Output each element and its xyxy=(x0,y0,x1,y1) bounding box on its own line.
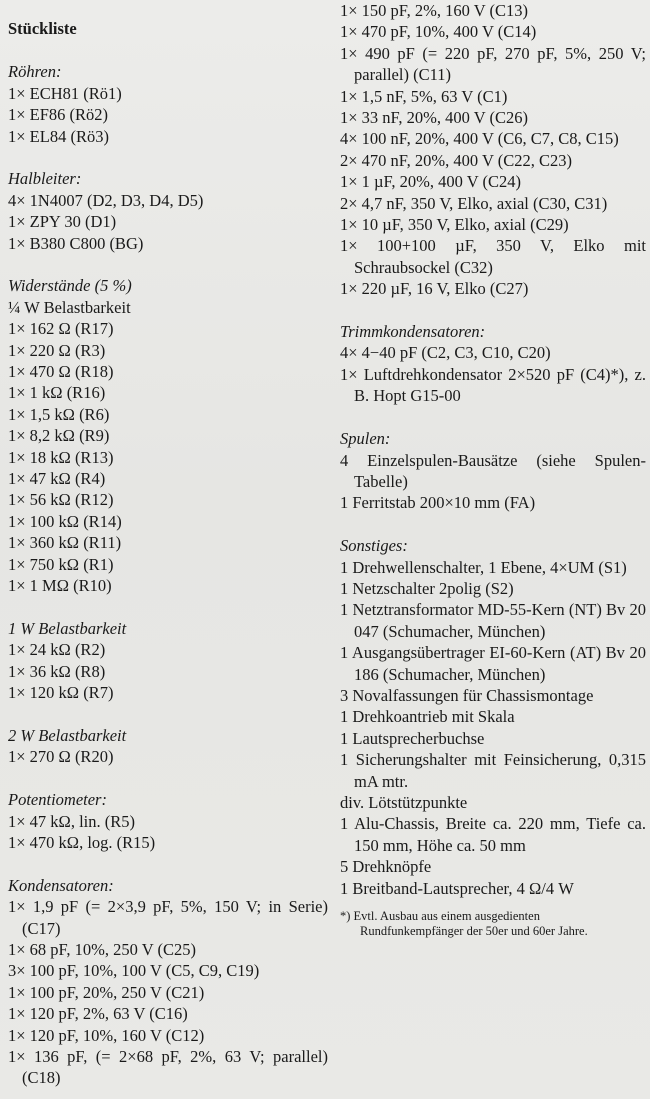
list-item: 4× 4−40 pF (C2, C3, C10, C20) xyxy=(340,343,551,363)
list-item: 1× 470 Ω (R18) xyxy=(8,362,114,382)
list-item: 1× EL84 (Rö3) xyxy=(8,126,109,146)
section-belastbarkeit-1w xyxy=(8,618,328,704)
section-sonstiges xyxy=(340,535,646,899)
list-item: 3 Novalfassungen für Chassismontage xyxy=(340,685,594,705)
list-item: 1× ECH81 (Rö1) xyxy=(8,83,122,103)
list-item: 1× 100 kΩ (R14) xyxy=(8,511,122,531)
list-item: 1× 490 pF (= 220 pF, 270 pF, 5%, 250 V; parallel) (C11) xyxy=(340,43,646,85)
list-item: 1× 33 nF, 20%, 400 V (C26) xyxy=(340,108,528,128)
section-heading: Sonstiges: xyxy=(340,536,408,556)
list-item: 1× 8,2 kΩ (R9) xyxy=(8,426,110,446)
list-item: 1× 18 kΩ (R13) xyxy=(8,447,114,467)
list-item: 1× 120 kΩ (R7) xyxy=(8,683,114,703)
list-item: 1 Netztransformator MD-55-Kern (NT) Bv 20 047 (Schumacher, München) xyxy=(340,600,646,641)
list-item: 1× 56 kΩ (R12) xyxy=(8,490,114,510)
list-item: 4× 100 nF, 20%, 400 V (C6, C7, C8, C15) xyxy=(340,129,619,149)
list-item: 1× 68 pF, 10%, 250 V (C25) xyxy=(8,939,196,959)
list-item: 1× 1 µF, 20%, 400 V (C24) xyxy=(340,172,521,192)
list-item: 1× 1,9 pF (= 2×3,9 pF, 5%, 150 V; in Serie) (C17) xyxy=(8,897,328,938)
list-item: 3× 100 pF, 10%, 100 V (C5, C9, C19) xyxy=(8,961,260,981)
section-spulen xyxy=(340,428,646,514)
list-item: 4 Einzelspulen-Bausätze (siehe Spulen-Tabelle) xyxy=(340,450,646,491)
list-item: 1 Sicherungshalter mit Feinsicherung, 0,315 mA mtr. xyxy=(340,750,646,791)
list-item: 1 Lautsprecherbuchse xyxy=(340,728,485,748)
list-item: 1× 750 kΩ (R1) xyxy=(8,554,114,574)
section-heading: Potentiometer: xyxy=(8,790,107,810)
list-item: 2× 4,7 nF, 350 V, Elko, axial (C30, C31) xyxy=(340,193,608,213)
list-item: 1× 24 kΩ (R2) xyxy=(8,640,106,660)
list-item: 2× 470 nF, 20%, 400 V (C22, C23) xyxy=(340,150,572,170)
left-column xyxy=(8,0,328,1089)
list-item: 1× 120 pF, 10%, 160 V (C12) xyxy=(8,1025,205,1045)
list-item: 1× 220 µF, 16 V, Elko (C27) xyxy=(340,279,529,299)
list-item: 1× 47 kΩ, lin. (R5) xyxy=(8,811,135,831)
list-item: 1× B380 C800 (BG) xyxy=(8,233,144,253)
list-item: 1× 36 kΩ (R8) xyxy=(8,661,106,681)
list-item: 1× 220 Ω (R3) xyxy=(8,340,106,360)
page-title: Stückliste xyxy=(8,19,77,38)
section-potentiometer xyxy=(8,789,328,853)
section-kondensatoren-cont xyxy=(340,0,646,300)
list-item: 1× 162 Ω (R17) xyxy=(8,319,114,339)
list-item: 1 Alu-Chassis, Breite ca. 220 mm, Tiefe ca. 150 mm, Höhe ca. 50 mm xyxy=(340,814,646,855)
list-item: 1× 100+100 µF, 350 V, Elko mit Schraubsockel (C32) xyxy=(340,236,646,277)
section-heading: Spulen: xyxy=(340,429,391,449)
list-item: 1 Ferritstab 200×10 mm (FA) xyxy=(340,493,536,513)
section-heading: Widerstände (5 %) xyxy=(8,276,132,296)
list-item: 1 Ausgangsübertrager EI-60-Kern (AT) Bv 20 186 (Schumacher, München) xyxy=(340,643,646,684)
section-heading: Röhren: xyxy=(8,62,62,82)
list-item: 1× 47 kΩ (R4) xyxy=(8,469,106,489)
list-item: 1× EF86 (Rö2) xyxy=(8,105,109,125)
list-item: 1× 1 kΩ (R16) xyxy=(8,383,106,403)
list-item: 1× 100 pF, 20%, 250 V (C21) xyxy=(8,982,205,1002)
section-heading: 2 W Belastbarkeit xyxy=(8,725,127,745)
section-roehren xyxy=(8,61,328,147)
list-item: 1× 1,5 nF, 5%, 63 V (C1) xyxy=(340,86,508,106)
list-item: 1 Breitband-Lautsprecher, 4 Ω/4 W xyxy=(340,878,574,898)
list-item: 1× 1,5 kΩ (R6) xyxy=(8,404,110,424)
section-trimmkondensatoren xyxy=(340,321,646,407)
list-item: 1× 136 pF, (= 2×68 pF, 2%, 63 V; parallel) (C18) xyxy=(8,1046,328,1088)
list-item: 1 Drehwellenschalter, 1 Ebene, 4×UM (S1) xyxy=(340,557,627,577)
list-item: 1 Drehkoantrieb mit Skala xyxy=(340,707,515,727)
list-item: 1× 1 MΩ (R10) xyxy=(8,576,112,596)
list-item: 1× 10 µF, 350 V, Elko, axial (C29) xyxy=(340,215,569,235)
sub-heading: ¼ W Belastbarkeit xyxy=(8,297,131,317)
list-item: 1× 470 pF, 10%, 400 V (C14) xyxy=(340,22,537,42)
list-item: 1× ZPY 30 (D1) xyxy=(8,212,117,232)
section-heading: Trimmkondensatoren: xyxy=(340,322,486,342)
right-column xyxy=(340,0,646,939)
list-item: div. Lötstützpunkte xyxy=(340,792,468,812)
list-item: 1× Luftdrehkondensator 2×520 pF (C4)*), z. B. Hopt G15-00 xyxy=(340,364,646,406)
section-belastbarkeit-2w xyxy=(8,725,328,768)
section-widerstaende xyxy=(8,275,328,596)
list-item: 1× 470 kΩ, log. (R15) xyxy=(8,832,156,852)
list-item: 1 Netzschalter 2polig (S2) xyxy=(340,578,514,598)
list-item: 1× 360 kΩ (R11) xyxy=(8,533,122,553)
list-item: 1× 270 Ω (R20) xyxy=(8,747,114,767)
section-heading: 1 W Belastbarkeit xyxy=(8,618,127,638)
section-kondensatoren xyxy=(8,875,328,1089)
list-item: 1× 150 pF, 2%, 160 V (C13) xyxy=(340,1,528,20)
list-item: 1× 120 pF, 2%, 63 V (C16) xyxy=(8,1004,188,1024)
section-halbleiter xyxy=(8,168,328,254)
section-heading: Halbleiter: xyxy=(8,169,82,189)
list-item: 4× 1N4007 (D2, D3, D4, D5) xyxy=(8,190,204,210)
list-item: 5 Drehknöpfe xyxy=(340,857,432,877)
footnote: *) Evtl. Ausbau aus einem ausgedienten Rundfunkempfänger der 50er und 60er Jahre. xyxy=(340,909,588,939)
section-heading: Kondensatoren: xyxy=(8,875,114,895)
